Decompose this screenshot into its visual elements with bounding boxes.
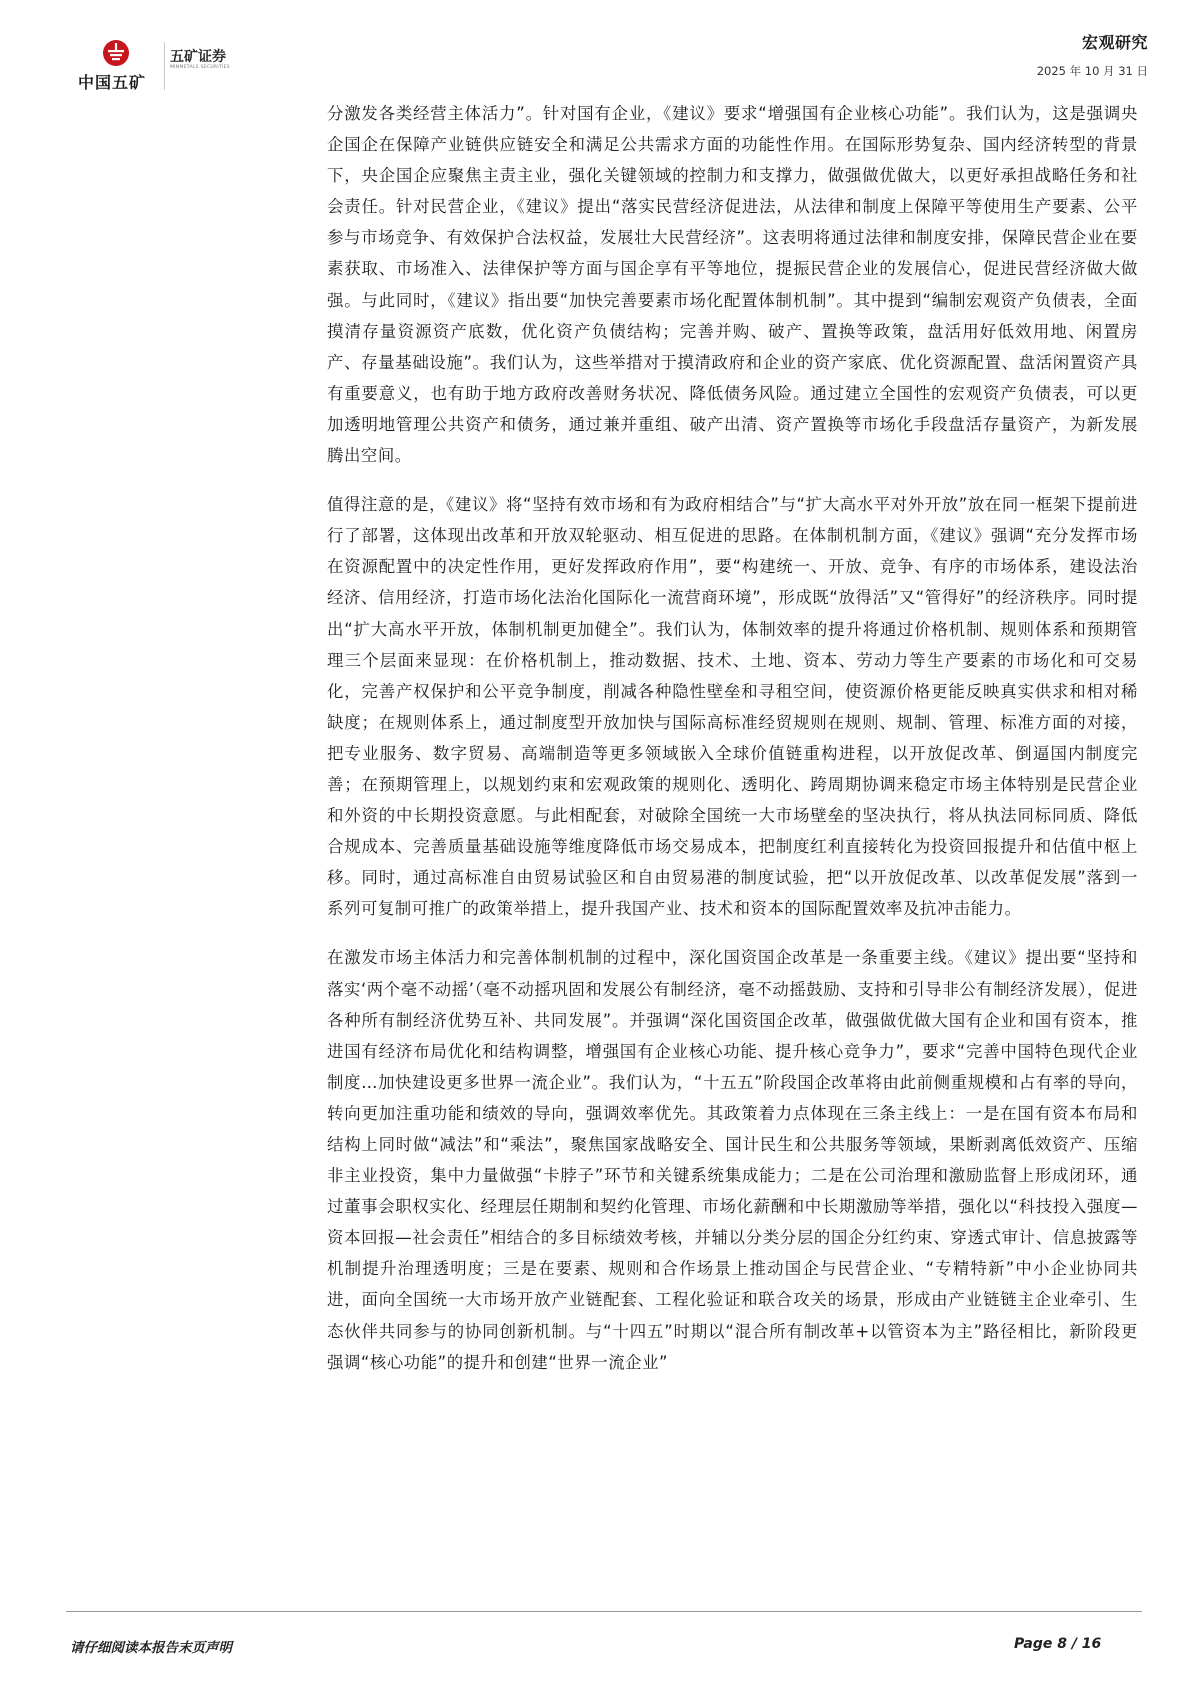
minmetals-emblem-icon: [101, 38, 131, 68]
logo-group-name: 中国五矿: [78, 73, 147, 92]
logo-divider: [164, 42, 165, 90]
logo-company-name: 五矿证券: [170, 49, 226, 65]
logo-company-english: MINMETALS SECURITIES: [170, 65, 230, 70]
company-logo: [78, 34, 238, 96]
report-category: 宏观研究: [1081, 33, 1148, 52]
body-paragraph-3: 在激发市场主体活力和完善体制机制的过程中，深化国资国企改革是一条重要主线。《建议》提出要“坚持和落实‘两个毫不动摇’（毫不动摇巩固和发展公有制经济，毫不动摇鼓励、支持和引导非公有制经济发展），促进各种所有制经济优势互补、共同发展”。并强调“深化国资国企改革，做强做优做大国有企业和国有资本，推进国有经济布局优化和结构调整，增强国有企业核心功能、提升核心竞争力”，要求“完善中国特色现代企业制度…加快建设更多世界一流企业”。我们认为，“十五五”阶段国企改革将由此前侧重规模和占有率的导向，转向更加注重功能和绩效的导向，强调效率优先。其政策着力点体现在三条主线上：一是在国有资本布局和结构上同时做“减法”和“乘法”，聚焦国家战略安全、国计民生和公共服务等领域，果断剥离低效资产、压缩非主业投资，集中力量做强“卡脖子”环节和关键系统集成能力；二是在公司治理和激励监督上形成闭环，通过董事会职权实化、经理层任期制和契约化管理、市场化薪酬和中长期激励等举措，强化以“科技投入强度—资本回报—社会责任”相结合的多目标绩效考核，并辅以分类分层的国企分红约束、穿透式审计、信息披露等机制提升治理透明度；三是在要素、规则和合作场景上推动国企与民营企业、“专精特新”中小企业协同共进，面向全国统一大市场开放产业链配套、工程化验证和联合攻关的场景，形成由产业链链主企业牵引、生态伙伴共同参与的协同创新机制。与“十四五”时期以“混合所有制改革+以管资本为主”路径相比，新阶段更强调“核心功能”的提升和创建“世界一流企业”: [327, 948, 1138, 1372]
page-number: Page 8 / 16: [1014, 1636, 1102, 1652]
page-header: [0, 0, 1200, 100]
body-paragraph-2: 值得注意的是，《建议》将“坚持有效市场和有为政府相结合”与“扩大高水平对外开放”放在同一框架下提前进行了部署，这体现出改革和开放双轮驱动、相互促进的思路。在体制机制方面，《建议》强调“充分发挥市场在资源配置中的决定性作用，更好发挥政府作用”，要“构建统一、开放、竞争、有序的市场体系，建设法治经济、信用经济，打造市场化法治化国际化一流营商环境”，形成既“放得活”又“管得好”的经济秩序。同时提出“扩大高水平开放，体制机制更加健全”。我们认为，体制效率的提升将通过价格机制、规则体系和预期管理三个层面来显现：在价格机制上，推动数据、技术、土地、资本、劳动力等生产要素的市场化和可交易化，完善产权保护和公平竞争制度，削减各种隐性壁垒和寻租空间，使资源价格更能反映真实供求和相对稀缺度；在规则体系上，通过制度型开放加快与国际高标准经贸规则在规则、规制、管理、标准方面的对接，把专业服务、数字贸易、高端制造等更多领域嵌入全球价值链重构进程，以开放促改革、倒逼国内制度完善；在预期管理上，以规划约束和宏观政策的规则化、透明化、跨周期协调来稳定市场主体特别是民营企业和外资的中长期投资意愿。与此相配套，对破除全国统一大市场壁垒的坚决执行，将从执法同标同质、降低合规成本、完善质量基础设施等维度降低市场交易成本，把制度红利直接转化为投资回报提升和估值中枢上移。同时，通过高标准自由贸易试验区和自由贸易港的制度试验，把“以开放促改革、以改革促发展”落到一系列可复制可推广的政策举措上，提升我国产业、技术和资本的国际配置效率及抗冲击能力。: [327, 495, 1138, 919]
header-meta: [1037, 30, 1148, 79]
report-date: 2025 年 10 月 31 日: [1036, 64, 1148, 78]
body-paragraph-1: 分激发各类经营主体活力”。针对国有企业，《建议》要求“增强国有企业核心功能”。我们认为，这是强调央企国企在保障产业链供应链安全和满足公共需求方面的功能性作用。在国际形势复杂、国内经济转型的背景下，央企国企应聚焦主责主业，强化关键领域的控制力和支撑力，做强做优做大，以更好承担战略任务和社会责任。针对民营企业，《建议》提出“落实民营经济促进法，从法律和制度上保障平等使用生产要素、公平参与市场竞争、有效保护合法权益，发展壮大民营经济”。这表明将通过法律和制度安排，保障民营企业在要素获取、市场准入、法律保护等方面与国企享有平等地位，提振民营企业的发展信心，促进民营经济做大做强。与此同时，《建议》指出要“加快完善要素市场化配置体制机制”。其中提到“编制宏观资产负债表，全面摸清存量资源资产底数，优化资产负债结构；完善并购、破产、置换等政策，盘活用好低效用地、闲置房产、存量基础设施”。我们认为，这些举措对于摸清政府和企业的资产家底、优化资源配置、盘活闲置资产具有重要意义，也有助于地方政府改善财务状况、降低债务风险。通过建立全国性的宏观资产负债表，可以更加透明地管理公共资产和债务，通过兼并重组、破产出清、资产置换等市场化手段盘活存量资产，为新发展腾出空间。: [327, 104, 1138, 466]
footer-disclaimer: 请仔细阅读本报告末页声明: [70, 1640, 232, 1656]
footer-divider: [66, 1611, 1142, 1612]
report-body: [327, 98, 1138, 1396]
